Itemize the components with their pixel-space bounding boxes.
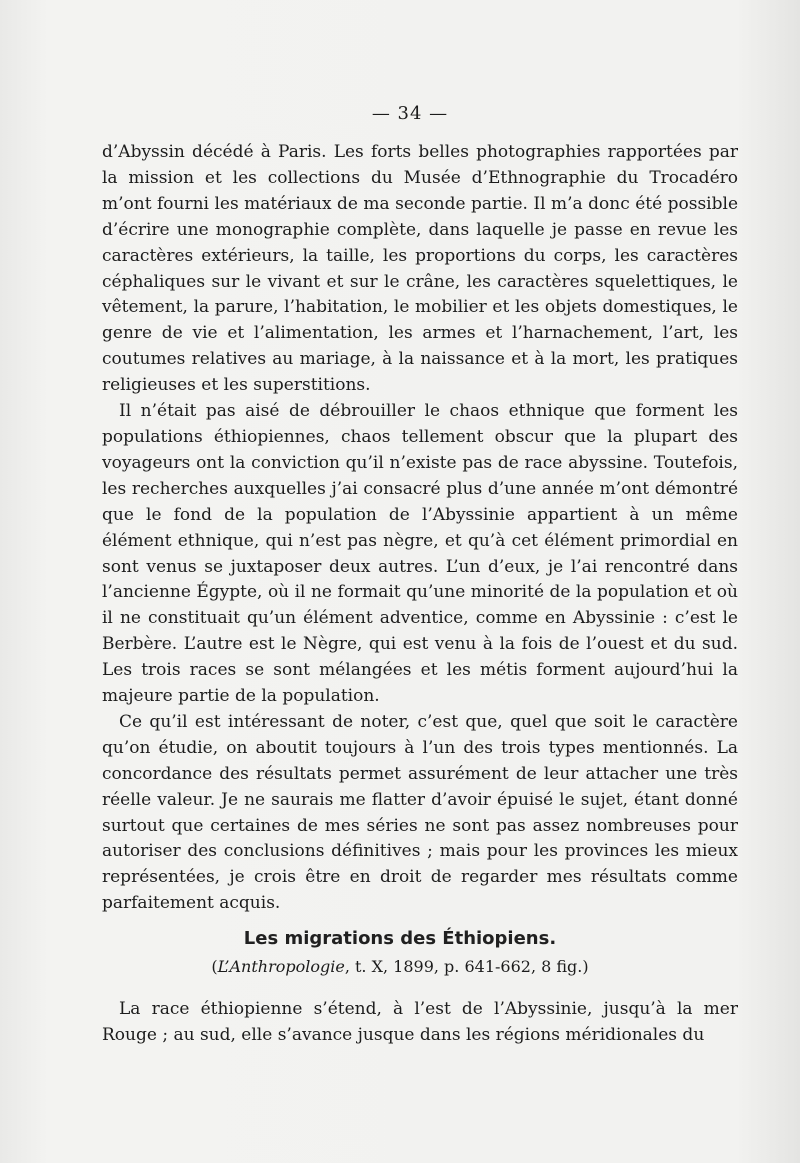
paragraph-3: Ce qu’il est intéressant de noter, c’est que, quel que soit le caractère qu’on étudie, on aboutit toujours à l’un des trois types mentionnés. La concordance des résultats permet assurément de leur attacher une très réelle valeur. Je ne saurais me flatter d’avoir épuisé le sujet, étant donné surtout que certaines de mes séries ne sont pas assez nombreuses pour autoriser des conclusions définitives ; mais pour les provinces les mieux représentées, je crois être en droit de regarder mes résultats comme parfaitement acquis. (102, 711, 738, 914)
paragraph-4: La race éthiopienne s’étend, à l’est de l’Abyssinie, jusqu’à la mer Rouge ; au sud, elle s’avance jusque dans les régions méridionales du (102, 999, 738, 1045)
citation-open: ( (211, 957, 218, 976)
citation-details: , t. X, 1899, p. 641-662, 8 fig.) (344, 957, 589, 976)
page-number: — 34 — (371, 103, 449, 124)
section-title: Les migrations des Éthiopiens. (243, 928, 557, 949)
citation-journal: L’Anthropologie (217, 957, 345, 976)
body-text-continued (102, 997, 738, 1049)
page-header (0, 103, 800, 124)
citation (0, 957, 800, 976)
paragraph-2: Il n’était pas aisé de débrouiller le chaos ethnique que forment les populations éthiopiennes, chaos tellement obscur que la plupart des voyageurs ont la conviction qu’il n’existe pas de race abyssine. Toutefois, les recherches auxquelles j’ai consacré plus d’une année m’ont démontré que le fond de la population de l’Abyssinie appartient à un même élément ethnique, qui n’est pas nègre, et qu’à cet élément primordial en sont venus se juxtaposer deux autres. L’un d’eux, je l’ai rencontré dans l’ancienne Égypte, où il ne formait qu’une minorité de la population et où il ne constituait qu’un élément adventice, comme en Abyssinie : c’est le Berbère. L’autre est le Nègre, qui est venu à la fois de l’ouest et du sud. Les trois races se sont mélangées et les métis forment aujourd’hui la majeure partie de la population. (102, 401, 738, 707)
body-text (102, 140, 738, 917)
paragraph-1: d’Abyssin décédé à Paris. Les forts belles photographies rapportées par la mission et les collections du Musée d’Ethnographie du Trocadéro m’ont fourni les matériaux de ma seconde partie. Il m’a donc été possible d’écrire une monographie complète, dans laquelle je passe en revue les caractères extérieurs, la taille, les proportions du corps, les caractères céphaliques sur le vivant et sur le crâne, les caractères squelettiques, le vêtement, la parure, l’habitation, le mobilier et les objets domestiques, le genre de vie et l’alimentation, les armes et l’harnachement, l’art, les coutumes relatives au mariage, à la naissance et à la mort, les pratiques religieuses et les superstitions. (102, 142, 738, 396)
